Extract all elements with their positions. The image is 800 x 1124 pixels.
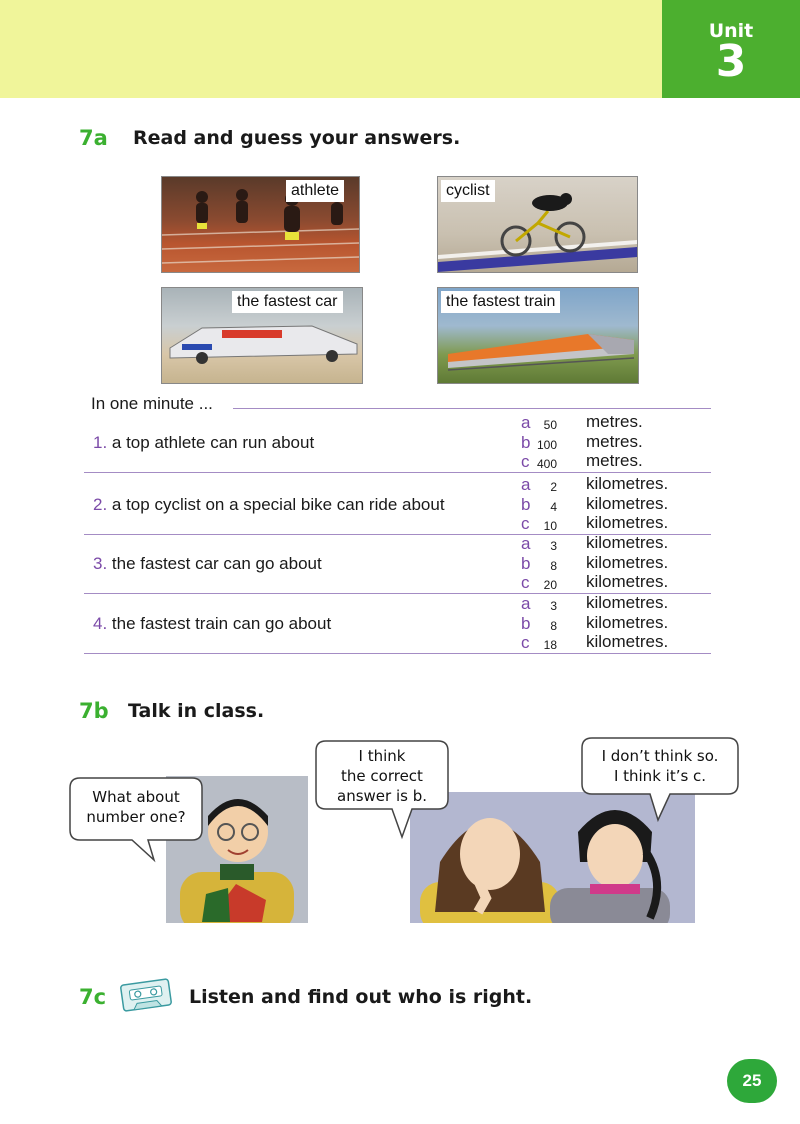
row-divider (84, 472, 711, 473)
exercise-7c-number: 7c (79, 985, 107, 1009)
speech-bubble-boy (66, 772, 206, 864)
question-number: 1. (93, 433, 108, 452)
speech-bubble-girl1-line2: the correct (341, 767, 423, 785)
unit-number: 3 (715, 36, 747, 87)
cassette-tape-icon[interactable] (118, 976, 174, 1014)
option-unit: kilometres. (586, 593, 669, 612)
question-number: 2. (93, 495, 108, 514)
speech-bubble-girl1 (312, 737, 452, 841)
exercise-7b-number: 7b (79, 699, 109, 723)
option-letter[interactable]: b (521, 494, 531, 514)
divider (233, 408, 711, 409)
speech-bubble-girl2-line1: I don’t think so. (601, 747, 719, 765)
option-unit: kilometres. (586, 572, 669, 591)
option-unit: metres. (586, 412, 643, 431)
option-letter[interactable]: c (521, 514, 530, 533)
option-letter[interactable]: b (521, 432, 531, 452)
option-unit: kilometres. (586, 612, 669, 632)
option-letter[interactable]: b (521, 613, 531, 633)
question-text: a top cyclist on a special bike can ride about (107, 495, 445, 514)
question-text: a top athlete can run about (107, 433, 315, 452)
option-value: 20 (543, 578, 557, 592)
athlete-photo (161, 176, 360, 273)
exercise-7a-number: 7a (79, 126, 108, 150)
question-3-text (93, 554, 322, 574)
exercise-7b-title: Talk in class. (128, 700, 265, 722)
question-text: the fastest train can go about (107, 614, 332, 633)
option-letter[interactable]: c (521, 573, 530, 592)
caption-cyclist: cyclist (441, 180, 495, 202)
question-number: 3. (93, 554, 108, 573)
header-band (0, 0, 662, 98)
option-value: 8 (550, 558, 557, 573)
speech-bubble-girl2 (578, 734, 744, 824)
speech-bubble-boy-line1: What about (92, 788, 180, 806)
intro-text: In one minute ... (91, 394, 213, 413)
unit-label: Unit (708, 20, 754, 42)
question-2-text (93, 495, 445, 515)
option-unit: kilometres. (586, 632, 669, 651)
option-unit: kilometres. (586, 552, 669, 572)
option-unit: kilometres. (586, 493, 669, 513)
fastest-car-photo (161, 287, 363, 384)
page-number: 25 (727, 1059, 777, 1103)
speech-bubble-girl1-line1: I think (358, 747, 406, 765)
option-value: 50 (543, 418, 557, 432)
option-letter[interactable]: c (521, 452, 530, 471)
option-unit: kilometres. (586, 474, 669, 493)
question-text: the fastest car can go about (107, 554, 322, 573)
option-value: 3 (550, 539, 557, 553)
option-letter[interactable]: a (521, 475, 531, 494)
exercise-7c-title: Listen and find out who is right. (189, 986, 533, 1008)
option-letter[interactable]: c (521, 633, 530, 652)
exercise-7a-title: Read and guess your answers. (133, 127, 461, 149)
option-value: 4 (550, 499, 557, 514)
option-unit: kilometres. (586, 513, 669, 532)
question-4-text (93, 614, 331, 634)
row-divider (84, 653, 711, 654)
question-number: 4. (93, 614, 108, 633)
speech-bubble-boy-line2: number one? (86, 808, 186, 826)
question-1-text (93, 433, 314, 453)
unit-badge (662, 0, 800, 98)
caption-athlete: athlete (286, 180, 344, 202)
speech-bubble-girl1-line3: answer is b. (337, 787, 427, 805)
option-value: 8 (550, 618, 557, 633)
speech-bubble-girl2-line2: I think it’s c. (613, 767, 707, 785)
option-unit: metres. (586, 451, 643, 470)
option-value: 400 (536, 457, 557, 471)
option-unit: metres. (586, 431, 643, 451)
option-value: 2 (550, 480, 557, 494)
option-letter[interactable]: b (521, 553, 531, 573)
option-letter[interactable]: a (521, 413, 531, 432)
option-letter[interactable]: a (521, 534, 531, 553)
option-unit: kilometres. (586, 533, 669, 552)
caption-fastest-train: the fastest train (441, 291, 560, 313)
cassette-tape-shape (118, 976, 174, 1014)
option-value: 18 (543, 638, 557, 652)
fastest-train-photo (437, 287, 639, 384)
option-value: 100 (536, 437, 557, 452)
option-value: 10 (543, 519, 557, 533)
caption-fastest-car: the fastest car (232, 291, 343, 313)
cyclist-photo (437, 176, 638, 273)
option-value: 3 (550, 599, 557, 613)
option-letter[interactable]: a (521, 594, 531, 613)
